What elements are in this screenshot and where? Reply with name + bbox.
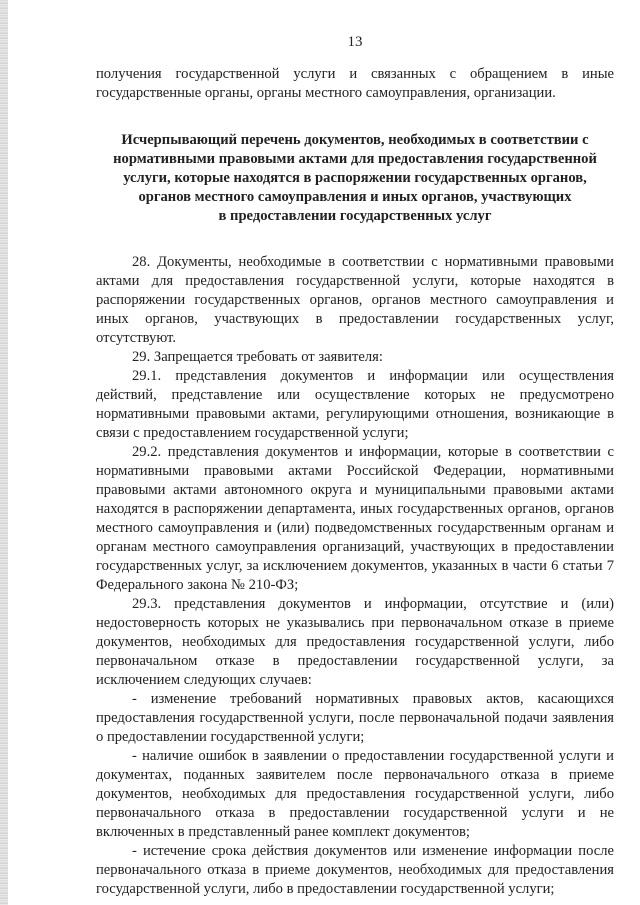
heading-line: услуги, которые находятся в распоряжении государственных органов, (123, 170, 587, 186)
paragraph-29-3: 29.3. представления документов и информации, отсутствие и (или) недостоверность которых не указывались при первоначальном отказе в приеме документов, необходимых для предоставления государственной услуги, либо первоначальном отказе в предоставлении государственной услуги, за исключением следующих случаев: (96, 596, 614, 688)
scan-edge-artifact (0, 0, 8, 905)
heading-line: Исчерпывающий перечень документов, необходимых в соответствии с (121, 132, 589, 148)
list-item: - наличие ошибок в заявлении о предоставлении государственной услуги и документах, поданных заявителем после первоначального отказа в приеме документов, необходимых для предоставления государственной услуги, либо первоначального отказа в предоставлении государственной услуги и не включенных в представленный ранее комплект документов; (96, 748, 614, 840)
heading-line: нормативными правовыми актами для предоставления государственной (113, 151, 597, 167)
heading-line: в предоставлении государственных услуг (218, 208, 492, 224)
document-page (96, 34, 614, 899)
heading-line: органов местного самоуправления и иных органов, участвующих (138, 189, 572, 205)
paragraph-29-2: 29.2. представления документов и информации, которые в соответствии с нормативными правовыми актами Российской Федерации, нормативными правовыми актами автономного округа и муниципальными правовыми актами находятся в распоряжении департамента, иных государственных органов, органов местного самоуправления и (или) подведомственных государственным органам и органам местного самоуправления организаций, участвующих в предоставлении государственных услуг, за исключением документов, указанных в части 6 статьи 7 Федерального закона № 210-ФЗ; (96, 444, 614, 593)
intro-paragraph: получения государственной услуги и связанных с обращением в иные государственные органы, органы местного самоуправления, организации. (96, 66, 614, 101)
list-item: - изменение требований нормативных правовых актов, касающихся предоставления государственной услуги, после первоначальной подачи заявления о предоставлении государственной услуги; (96, 691, 614, 745)
section-heading (96, 131, 614, 226)
page-number: 13 (347, 34, 363, 50)
paragraph-29-1: 29.1. представления документов и информации или осуществления действий, представление или осуществление которых не предусмотрено нормативными правовыми актами, регулирующими отношения, возникающие в связи с предоставлением государственной услуги; (96, 368, 614, 441)
list-item: - истечение срока действия документов или изменение информации после первоначального отказа в приеме документов, необходимых для предоставления государственной услуги, либо в предоставлении государственной услуги; (96, 843, 614, 897)
paragraph-29: 29. Запрещается требовать от заявителя: (132, 349, 383, 365)
paragraph-28: 28. Документы, необходимые в соответствии с нормативными правовыми актами для предоставления государственной услуги, которые находятся в распоряжении государственных органов, органов местного самоуправления и иных органов, участвующих в предоставлении государственных услуг, отсутствуют. (96, 254, 614, 346)
